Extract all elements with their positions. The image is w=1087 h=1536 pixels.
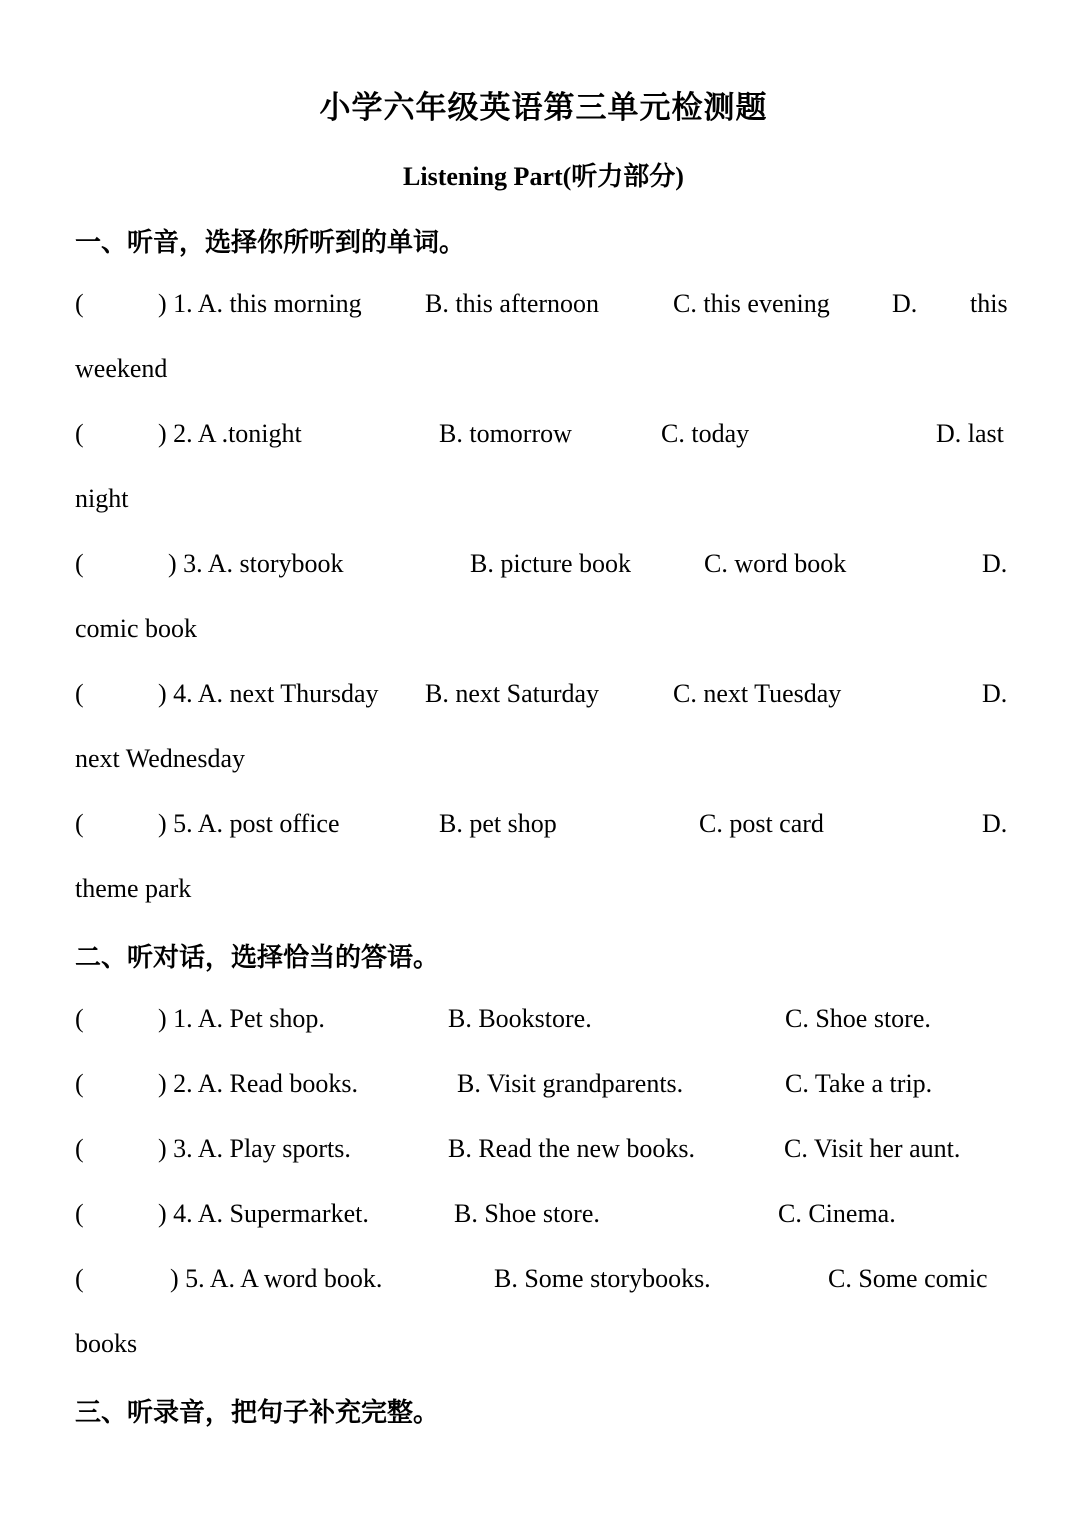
question-option-a: ) 1. A. this morning [158, 289, 362, 318]
question-option-b: B. Bookstore. [448, 1004, 592, 1033]
question-option-c: C. post card [699, 809, 824, 838]
question-option-b: B. Shoe store. [454, 1199, 600, 1228]
question-option-a: ) 2. A .tonight [158, 419, 302, 448]
question-option-b: B. Read the new books. [448, 1134, 695, 1163]
answer-paren: ( [75, 289, 84, 318]
question-option-b: B. this afternoon [425, 289, 600, 318]
question-option-c: C. Visit her aunt. [784, 1134, 961, 1163]
s1-question-1-wrap: weekend [75, 354, 168, 383]
question-option-a: ) 3. A. Play sports. [158, 1134, 351, 1163]
question-option-c: C. Take a trip. [785, 1069, 933, 1098]
question-option-c: C. Some comic [828, 1264, 988, 1293]
question-option-b: B. tomorrow [439, 419, 572, 448]
s1-question-2-wrap: night [75, 484, 129, 513]
question-option-d: D. last [936, 419, 1004, 448]
s1-question-5-wrap: theme park [75, 874, 192, 903]
question-option-d: D. [982, 549, 1008, 578]
question-option-a: ) 1. A. Pet shop. [158, 1004, 325, 1033]
answer-paren: ( [75, 1264, 84, 1293]
s1-question-2 [75, 416, 1012, 452]
s1-question-5 [75, 806, 1012, 842]
question-option-c: C. word book [704, 549, 847, 578]
question-option-a: ) 4. A. Supermarket. [158, 1199, 369, 1228]
s1-question-4 [75, 676, 1012, 712]
question-option-a: ) 4. A. next Thursday [158, 679, 379, 708]
s2-question-4 [75, 1196, 1012, 1232]
answer-paren: ( [75, 419, 84, 448]
question-option-a: ) 2. A. Read books. [158, 1069, 359, 1098]
question-option-b: B. pet shop [439, 809, 557, 838]
answer-paren: ( [75, 679, 84, 708]
question-option-d: D. [892, 289, 918, 318]
question-option-d: D. [982, 679, 1008, 708]
section-2-heading: 二、听对话，选择恰当的答语。 [75, 943, 440, 973]
question-option-a: ) 5. A. A word book. [170, 1264, 383, 1293]
answer-paren: ( [75, 549, 84, 578]
page-subtitle: Listening Part(听力部分) [403, 162, 684, 191]
section-3-heading: 三、听录音，把句子补充完整。 [75, 1398, 440, 1428]
s1-question-1 [75, 286, 1012, 322]
question-option-a: ) 5. A. post office [158, 809, 340, 838]
question-option-c: C. today [661, 419, 750, 448]
answer-paren: ( [75, 809, 84, 838]
question-option-d: D. [982, 809, 1008, 838]
section-1-heading: 一、听音，选择你所听到的单词。 [75, 228, 466, 258]
question-option-c: C. this evening [673, 289, 830, 318]
answer-paren: ( [75, 1069, 84, 1098]
page-title: 小学六年级英语第三单元检测题 [319, 90, 768, 126]
s1-question-3 [75, 546, 1012, 582]
question-option-c: C. next Tuesday [673, 679, 842, 708]
s2-question-2 [75, 1066, 1012, 1102]
s2-question-5-wrap: books [75, 1329, 138, 1358]
s2-question-5 [75, 1261, 1012, 1297]
answer-paren: ( [75, 1004, 84, 1033]
question-option-c: C. Cinema. [778, 1199, 896, 1228]
question-option-b: B. Visit grandparents. [457, 1069, 684, 1098]
question-option-a: ) 3. A. storybook [168, 549, 344, 578]
s1-question-3-wrap: comic book [75, 614, 198, 643]
question-option-b: B. Some storybooks. [494, 1264, 711, 1293]
s2-question-1 [75, 1001, 1012, 1037]
question-option-d-tail: this [970, 289, 1008, 318]
answer-paren: ( [75, 1199, 84, 1228]
s1-question-4-wrap: next Wednesday [75, 744, 245, 773]
question-option-b: B. picture book [470, 549, 632, 578]
s2-question-3 [75, 1131, 1012, 1167]
question-option-c: C. Shoe store. [785, 1004, 931, 1033]
answer-paren: ( [75, 1134, 84, 1163]
question-option-b: B. next Saturday [425, 679, 600, 708]
